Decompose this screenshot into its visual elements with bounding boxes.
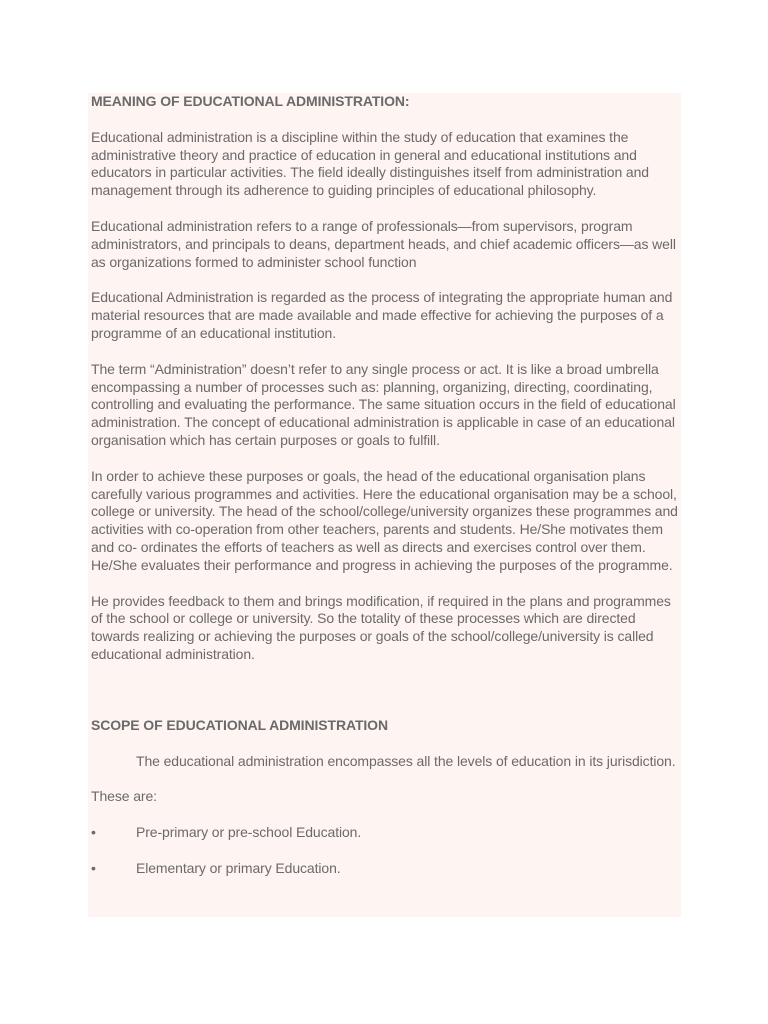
list-item [91, 860, 681, 878]
paragraph: Educational administration is a discipline within the study of education that examines the administrative theory and practice of education in general and educational institutions and educators in particular activities. The field ideally distinguishes itself from administration and management through its adherence to guiding principles of educational philosophy. [91, 128, 649, 199]
bullet-icon: • [91, 859, 96, 876]
list-item-text: Pre-primary or pre-school Education. [136, 824, 362, 841]
paragraph: In order to achieve these purposes or goals, the head of the educational organisation plans carefully various programmes and activities. Here the educational organisation may be a school, college or university. The head of the school/college/university organizes these programmes and activities with co-operation from other teachers, parents and students. He/She motivates them and co- ordinates the efforts of teachers as well as directs and exercises control over them. He/She evaluates their performance and progress in achieving the purposes of the programme. [91, 467, 678, 573]
list-item [91, 824, 681, 842]
bullet-icon: • [91, 824, 96, 841]
paragraph: Educational Administration is regarded as the process of integrating the appropriate human and material resources that are made available and made effective for achieving the purposes of a programme of an educational institution. [91, 289, 673, 341]
section-heading-scope: SCOPE OF EDUCATIONAL ADMINISTRATION [91, 716, 388, 733]
paragraph: Educational administration refers to a range of professionals—from supervisors, program administrators, and principals to deans, department heads, and chief academic officers—as well as organizations formed to administer school function [91, 217, 676, 270]
section-heading-meaning: MEANING OF EDUCATIONAL ADMINISTRATION: [91, 93, 410, 109]
list-item-text: Elementary or primary Education. [136, 859, 341, 876]
scope-intro-paragraph: The educational administration encompasses all the levels of education in its jurisdiction. [136, 752, 676, 769]
paragraph: He provides feedback to them and brings modification, if required in the plans and programmes of the school or college or university. So the totality of these processes which are directed towards realizing or achieving the purposes or goals of the school/college/university is called educational administration. [91, 592, 671, 662]
document-body [91, 93, 681, 878]
paragraph: The term “Administration” doesn’t refer to any single process or act. It is like a broad umbrella encompassing a number of processes such as: planning, organizing, directing, coordinating, controlling and evaluating the performance. The same situation occurs in the field of educational administration. The concept of educational administration is applicable in case of an educational organisation which has certain purposes or goals to fulfill. [91, 360, 676, 448]
scope-lead-text: These are: [91, 788, 157, 805]
